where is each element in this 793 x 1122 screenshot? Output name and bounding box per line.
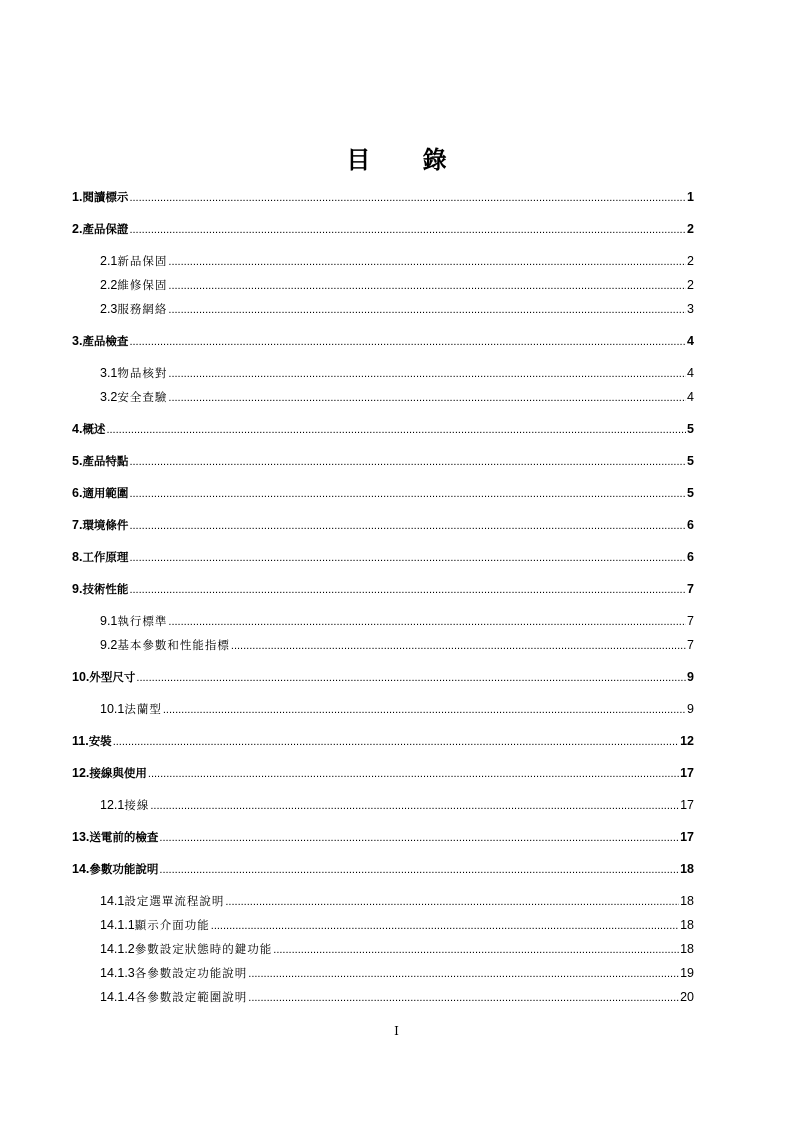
toc-dot-leader (163, 701, 686, 719)
toc-entry[interactable] (72, 252, 694, 270)
toc-entry-page: 2 (687, 222, 694, 236)
toc-entry-number: 4. (72, 422, 83, 436)
toc-entry[interactable] (72, 548, 694, 566)
toc-entry-page: 1 (687, 190, 694, 204)
toc-entry[interactable] (72, 828, 694, 846)
toc-entry-number: 10. (72, 670, 90, 684)
toc-entry-number: 3.1 (100, 366, 118, 380)
toc-entry[interactable] (72, 332, 694, 350)
toc-entry-page: 18 (680, 894, 694, 908)
toc-entry-page: 12 (680, 734, 694, 748)
toc-entry-number: 6. (72, 486, 83, 500)
toc-entry-number: 8. (72, 550, 83, 564)
toc-entry-page: 6 (687, 550, 694, 564)
toc-dot-leader (225, 893, 679, 911)
toc-dot-leader (231, 637, 686, 655)
toc-entry-page: 6 (687, 518, 694, 532)
toc-dot-leader (159, 861, 679, 879)
toc-dot-leader (129, 221, 686, 239)
toc-entry-number: 2.1 (100, 254, 118, 268)
toc-dot-leader (168, 277, 686, 295)
toc-entry-number: 14.1.3 (100, 966, 135, 980)
toc-entry-title: 物品核對 (117, 366, 168, 380)
toc-entry[interactable] (72, 892, 694, 910)
toc-entry-page: 4 (687, 390, 694, 404)
toc-entry-page: 7 (687, 638, 694, 652)
page-number-footer: I (394, 1024, 399, 1038)
toc-dot-leader (168, 301, 686, 319)
toc-entry[interactable] (72, 636, 694, 654)
toc-dot-leader (129, 453, 686, 471)
toc-entry-title: 技術性能 (82, 582, 129, 596)
toc-entry-title: 工作原理 (82, 550, 129, 564)
toc-entry-page: 5 (687, 422, 694, 436)
toc-entry-page: 20 (680, 990, 694, 1004)
toc-entry-title: 外型尺寸 (89, 670, 136, 684)
toc-dot-leader (106, 421, 686, 439)
toc-entry-title: 閱讀標示 (82, 190, 129, 204)
toc-entry-page: 9 (687, 670, 694, 684)
toc-entry[interactable] (72, 188, 694, 206)
toc-entry-title: 基本參數和性能指標 (117, 638, 230, 652)
toc-entry-number: 2. (72, 222, 83, 236)
toc-entry[interactable] (72, 484, 694, 502)
toc-entry-title: 設定選單流程說明 (124, 894, 225, 908)
toc-entry-number: 9.1 (100, 614, 118, 628)
toc-entry[interactable] (72, 988, 694, 1006)
toc-entry-title: 新品保固 (117, 254, 168, 268)
toc-entry-page: 5 (687, 486, 694, 500)
toc-entry-title: 概述 (82, 422, 106, 436)
toc-dot-leader (136, 669, 686, 687)
toc-entry[interactable] (72, 364, 694, 382)
toc-entry-title: 法蘭型 (124, 702, 162, 716)
toc-entry-page: 19 (680, 966, 694, 980)
page-title: 目 錄 (346, 145, 469, 174)
toc-entry[interactable] (72, 700, 694, 718)
toc-entry-title: 執行標準 (117, 614, 168, 628)
toc-entry[interactable] (72, 796, 694, 814)
toc-entry-title: 顯示介面功能 (134, 918, 210, 932)
toc-entry-page: 7 (687, 582, 694, 596)
toc-dot-leader (129, 333, 686, 351)
toc-entry-number: 14.1.2 (100, 942, 135, 956)
toc-entry-number: 3.2 (100, 390, 118, 404)
toc-entry-title: 適用範圍 (82, 486, 129, 500)
toc-dot-leader (273, 941, 679, 959)
toc-dot-leader (168, 613, 686, 631)
toc-entry-number: 2.2 (100, 278, 118, 292)
toc-entry-title: 維修保固 (117, 278, 168, 292)
toc-dot-leader (148, 765, 679, 783)
toc-entry-title: 各參數設定功能說明 (134, 966, 248, 980)
toc-entry[interactable] (72, 516, 694, 534)
toc-entry-number: 14.1 (100, 894, 125, 908)
toc-dot-leader (129, 485, 686, 503)
toc-entry-title: 環境條件 (82, 518, 129, 532)
toc-entry-page: 2 (687, 254, 694, 268)
toc-entry-number: 13. (72, 830, 90, 844)
toc-entry-title: 安全查驗 (117, 390, 168, 404)
toc-entry-number: 9.2 (100, 638, 118, 652)
toc-dot-leader (129, 581, 686, 599)
toc-entry[interactable] (72, 964, 694, 982)
toc-entry[interactable] (72, 420, 694, 438)
toc-dot-leader (248, 965, 679, 983)
toc-entry-number: 9. (72, 582, 83, 596)
toc-entry-number: 7. (72, 518, 83, 532)
toc-dot-leader (113, 733, 679, 751)
toc-dot-leader (168, 389, 686, 407)
toc-entry-page: 7 (687, 614, 694, 628)
toc-entry[interactable] (72, 764, 694, 782)
toc-entry-title: 產品檢查 (82, 334, 129, 348)
toc-entry-page: 17 (680, 830, 694, 844)
toc-entry-title: 送電前的檢查 (89, 830, 159, 844)
toc-entry-page: 9 (687, 702, 694, 716)
toc-entry-number: 14.1.1 (100, 918, 135, 932)
toc-entry-page: 3 (687, 302, 694, 316)
toc-entry-number: 1. (72, 190, 83, 204)
toc-entry[interactable] (72, 276, 694, 294)
toc-entry-page: 17 (680, 766, 694, 780)
toc-dot-leader (248, 989, 679, 1007)
toc-entry-title: 參數功能說明 (89, 862, 159, 876)
toc-entry-number: 14.1.4 (100, 990, 135, 1004)
toc-entry-page: 4 (687, 366, 694, 380)
toc-entry[interactable] (72, 732, 694, 750)
toc-entry-page: 17 (680, 798, 694, 812)
toc-entry[interactable] (72, 668, 694, 686)
toc-entry-page: 18 (680, 942, 694, 956)
toc-dot-leader (211, 917, 679, 935)
toc-entry-number: 11. (72, 734, 89, 748)
toc-entry-title: 產品保證 (82, 222, 129, 236)
toc-entry[interactable] (72, 580, 694, 598)
toc-entry[interactable] (72, 452, 694, 470)
toc-entry[interactable] (72, 388, 694, 406)
toc-entry-title: 服務網絡 (117, 302, 168, 316)
toc-entry-page: 2 (687, 278, 694, 292)
toc-entry-title: 安裝 (88, 734, 112, 748)
toc-dot-leader (168, 365, 686, 383)
toc-entry-page: 5 (687, 454, 694, 468)
toc-entry-number: 2.3 (100, 302, 118, 316)
toc-entry-number: 14. (72, 862, 90, 876)
toc-dot-leader (129, 517, 686, 535)
toc-entry-number: 5. (72, 454, 83, 468)
toc-entry-title: 各參數設定範圍說明 (134, 990, 248, 1004)
toc-entry-page: 18 (680, 918, 694, 932)
toc-entry-page: 4 (687, 334, 694, 348)
toc-entry[interactable] (72, 220, 694, 238)
toc-dot-leader (168, 253, 686, 271)
toc-dot-leader (129, 189, 686, 207)
toc-entry[interactable] (72, 300, 694, 318)
toc-dot-leader (129, 549, 686, 567)
toc-entry-number: 3. (72, 334, 83, 348)
toc-entry-title: 接線 (124, 798, 150, 812)
toc-entry-title: 產品特點 (82, 454, 129, 468)
toc-entry[interactable] (72, 916, 694, 934)
toc-entry-title: 參數設定狀態時的鍵功能 (134, 942, 273, 956)
toc-entry[interactable] (72, 860, 694, 878)
toc-entry-title: 接線與使用 (89, 766, 147, 780)
toc-dot-leader (159, 829, 679, 847)
toc-entry-page: 18 (680, 862, 694, 876)
toc-entry-number: 12.1 (100, 798, 125, 812)
toc-entry[interactable] (72, 940, 694, 958)
toc-dot-leader (150, 797, 679, 815)
toc-entry-number: 10.1 (100, 702, 125, 716)
toc-entry-number: 12. (72, 766, 90, 780)
toc-entry[interactable] (72, 612, 694, 630)
